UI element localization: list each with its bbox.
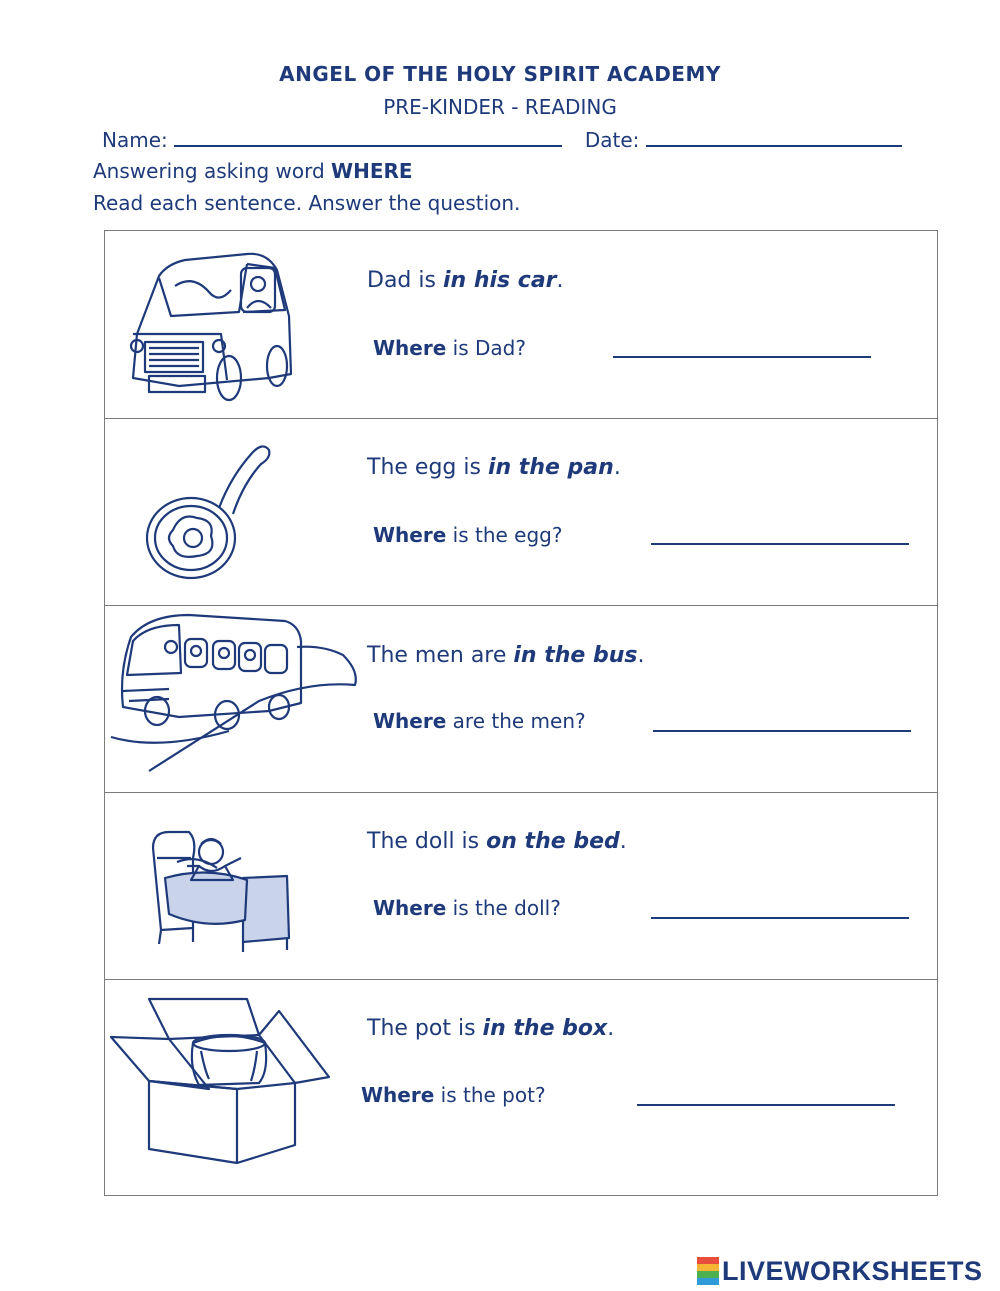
sentence-emphasis: in the pan: [487, 455, 614, 480]
sentence-emphasis: in his car: [442, 268, 557, 293]
worksheet-row: [105, 418, 937, 606]
liveworksheets-logo-icon: [697, 1257, 719, 1285]
sentence-emphasis: on the bed: [486, 829, 620, 854]
sentence-emphasis: in the box: [482, 1016, 608, 1041]
question: Where are the men?: [373, 709, 586, 733]
subject-title: PRE-KINDER - READING: [383, 95, 617, 119]
question: Where is the pot?: [361, 1083, 546, 1107]
brand-footer: [697, 1254, 983, 1288]
name-date-line: [102, 127, 902, 152]
directions: Read each sentence. Answer the question.: [93, 191, 521, 215]
date-label: Date:: [584, 128, 640, 152]
sentence: The pot is in the box.: [367, 1016, 615, 1041]
answer-field[interactable]: [613, 356, 871, 358]
question: Where is Dad?: [373, 336, 526, 360]
answer-field[interactable]: [651, 543, 909, 545]
sentence: Dad is in his car.: [367, 268, 564, 293]
instruction: Answering asking word WHERE: [93, 159, 413, 183]
question: Where is the egg?: [373, 523, 563, 547]
answer-field[interactable]: [651, 917, 909, 919]
sentence: The doll is on the bed.: [367, 829, 627, 854]
date-field[interactable]: [646, 127, 902, 147]
bus-picture: [109, 611, 359, 773]
instruction-keyword: WHERE: [331, 159, 413, 183]
worksheet-row: [105, 605, 937, 793]
worksheet-row: [105, 979, 937, 1197]
sentence: The men are in the bus.: [367, 643, 645, 668]
answer-field[interactable]: [637, 1104, 895, 1106]
sentence-emphasis: in the bus: [513, 643, 638, 668]
name-field[interactable]: [174, 127, 562, 147]
question: Where is the doll?: [373, 896, 561, 920]
car-picture: [119, 246, 297, 408]
worksheet-row: [105, 231, 937, 419]
worksheet-row: [105, 792, 937, 980]
school-title: ANGEL OF THE HOLY SPIRIT ACADEMY: [279, 62, 721, 86]
pan-picture: [135, 438, 285, 588]
name-label: Name:: [102, 128, 168, 152]
worksheet-table: [104, 230, 938, 1196]
brand-name: LIVEWORKSHEETS: [722, 1255, 983, 1286]
box-picture: [109, 997, 337, 1167]
answer-field[interactable]: [653, 730, 911, 732]
sentence: The egg is in the pan.: [367, 455, 621, 480]
bed-picture: [147, 818, 297, 954]
